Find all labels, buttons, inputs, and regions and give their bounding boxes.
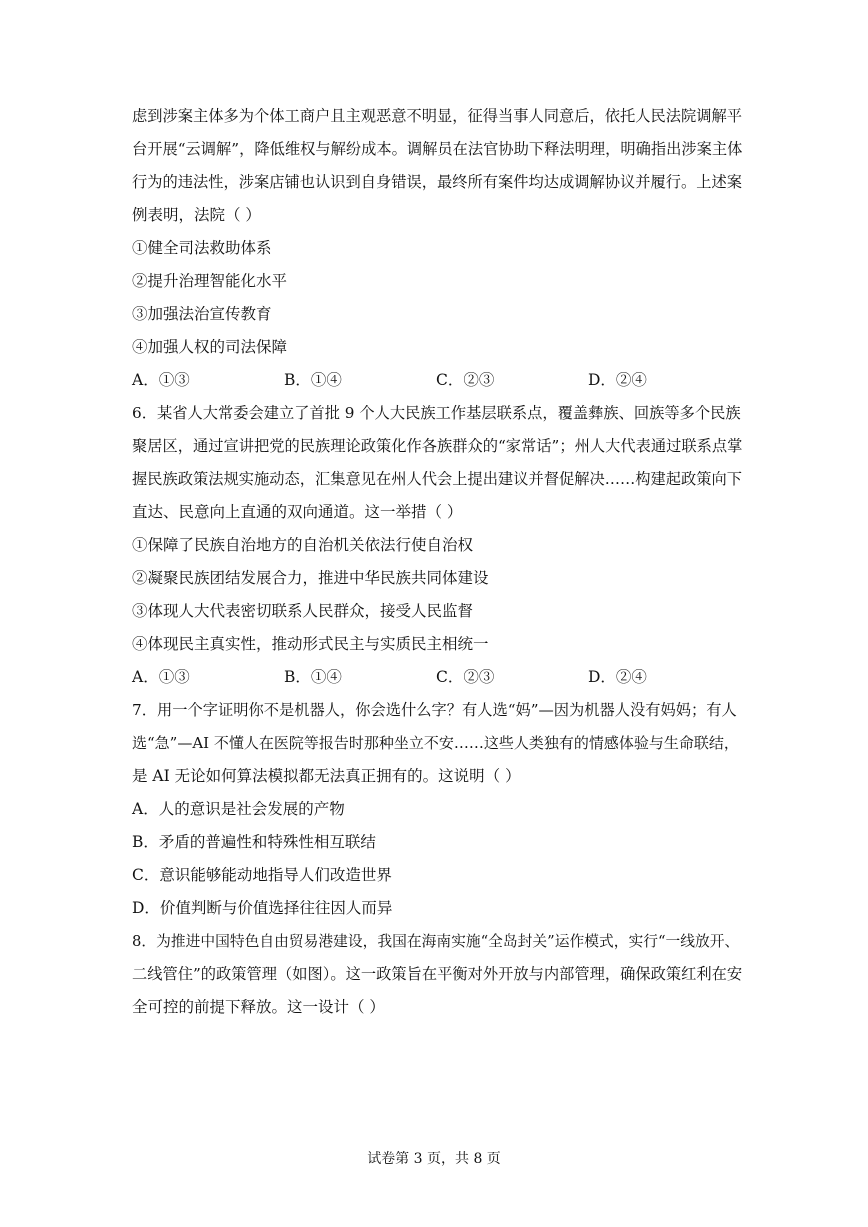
q7-stem-line: 7．用一个字证明你不是机器人，你会选什么字？有人选“妈”—因为机器人没有妈妈；有人 — [132, 701, 737, 719]
q6-stem-line: 握民族政策法规实施动态，汇集意见在州人代会上提出建议并督促解决……构建起政策向下 — [132, 470, 742, 488]
q6-option-d[interactable]: D．②④ — [588, 668, 647, 686]
q6-stem-line: 聚居区，通过宣讲把党的民族理论政策化作各族群众的“家常话”；州人大代表通过联系点掌 — [132, 437, 743, 455]
q5-stem-line: 行为的违法性，涉案店铺也认识到自身错误，最终所有案件均达成调解协议并履行。上述案 — [132, 173, 742, 191]
q7-choice-d[interactable]: D．价值判断与价值选择往往因人而异 — [132, 899, 393, 917]
q6-options — [132, 661, 744, 694]
q5-stem-line: 台开展“云调解”，降低维权与解纷成本。调解员在法官协助下释法明理，明确指出涉案主体 — [132, 140, 743, 158]
question-6 — [132, 397, 744, 694]
q5-option-a[interactable]: A．①③ — [132, 371, 190, 389]
q6-statement: ①保障了民族自治地方的自治机关依法行使自治权 — [132, 536, 474, 554]
q5-option-c[interactable]: C．②③ — [436, 371, 495, 389]
q6-statement: ③体现人大代表密切联系人民群众，接受人民监督 — [132, 602, 474, 620]
q5-option-b[interactable]: B．①④ — [284, 371, 342, 389]
question-5 — [132, 100, 744, 397]
question-7 — [132, 694, 744, 925]
q8-stem-line: 8．为推进中国特色自由贸易港建设，我国在海南实施“全岛封关”运作模式，实行“一线放开、 — [132, 933, 740, 950]
q8-stem-line: 二线管住”的政策管理（如图）。这一政策旨在平衡对外开放与内部管理，确保政策红利在安 — [132, 965, 743, 983]
q7-stem-line: 选“急”—AI 不懂人在医院等报告时那种坐立不安……这些人类独有的情感体验与生命联结， — [132, 734, 739, 752]
q6-option-a[interactable]: A．①③ — [132, 668, 190, 686]
q5-statement: ①健全司法救助体系 — [132, 239, 272, 257]
q7-choice-b[interactable]: B．矛盾的普遍性和特殊性相互联结 — [132, 833, 376, 851]
q6-option-c[interactable]: C．②③ — [436, 668, 495, 686]
q7-choice-c[interactable]: C．意识能够能动地指导人们改造世界 — [132, 866, 392, 884]
question-8 — [132, 925, 744, 1024]
page-content — [132, 100, 744, 1024]
q6-statement: ④体现民主真实性，推动形式民主与实质民主相统一 — [132, 635, 489, 653]
q6-stem-line: 6．某省人大常委会建立了首批 9 个人大民族工作基层联系点，覆盖彝族、回族等多个民族 — [132, 404, 741, 422]
page-footer: 试卷第 3 页，共 8 页 — [367, 1151, 501, 1167]
q6-stem-line: 直达、民意向上直通的双向通道。这一举措（ ） — [132, 503, 463, 521]
q7-stem-line: 是 AI 无论如何算法模拟都无法真正拥有的。这说明（ ） — [132, 767, 521, 785]
q5-option-d[interactable]: D．②④ — [588, 371, 647, 389]
q5-stem-line: 例表明，法院（ ） — [132, 206, 261, 224]
q7-choice-a[interactable]: A．人的意识是社会发展的产物 — [132, 800, 345, 818]
q5-options — [132, 364, 744, 397]
q5-statement: ④加强人权的司法保障 — [132, 338, 288, 356]
q5-statement: ③加强法治宣传教育 — [132, 305, 272, 323]
q6-statement: ②凝聚民族团结发展合力，推进中华民族共同体建设 — [132, 569, 489, 587]
q5-stem-line: 虑到涉案主体多为个体工商户且主观恶意不明显，征得当事人同意后，依托人民法院调解平 — [132, 107, 742, 125]
q8-stem-line: 全可控的前提下释放。这一设计（ ） — [132, 998, 385, 1016]
q5-statement: ②提升治理智能化水平 — [132, 272, 288, 290]
q6-option-b[interactable]: B．①④ — [284, 668, 342, 686]
